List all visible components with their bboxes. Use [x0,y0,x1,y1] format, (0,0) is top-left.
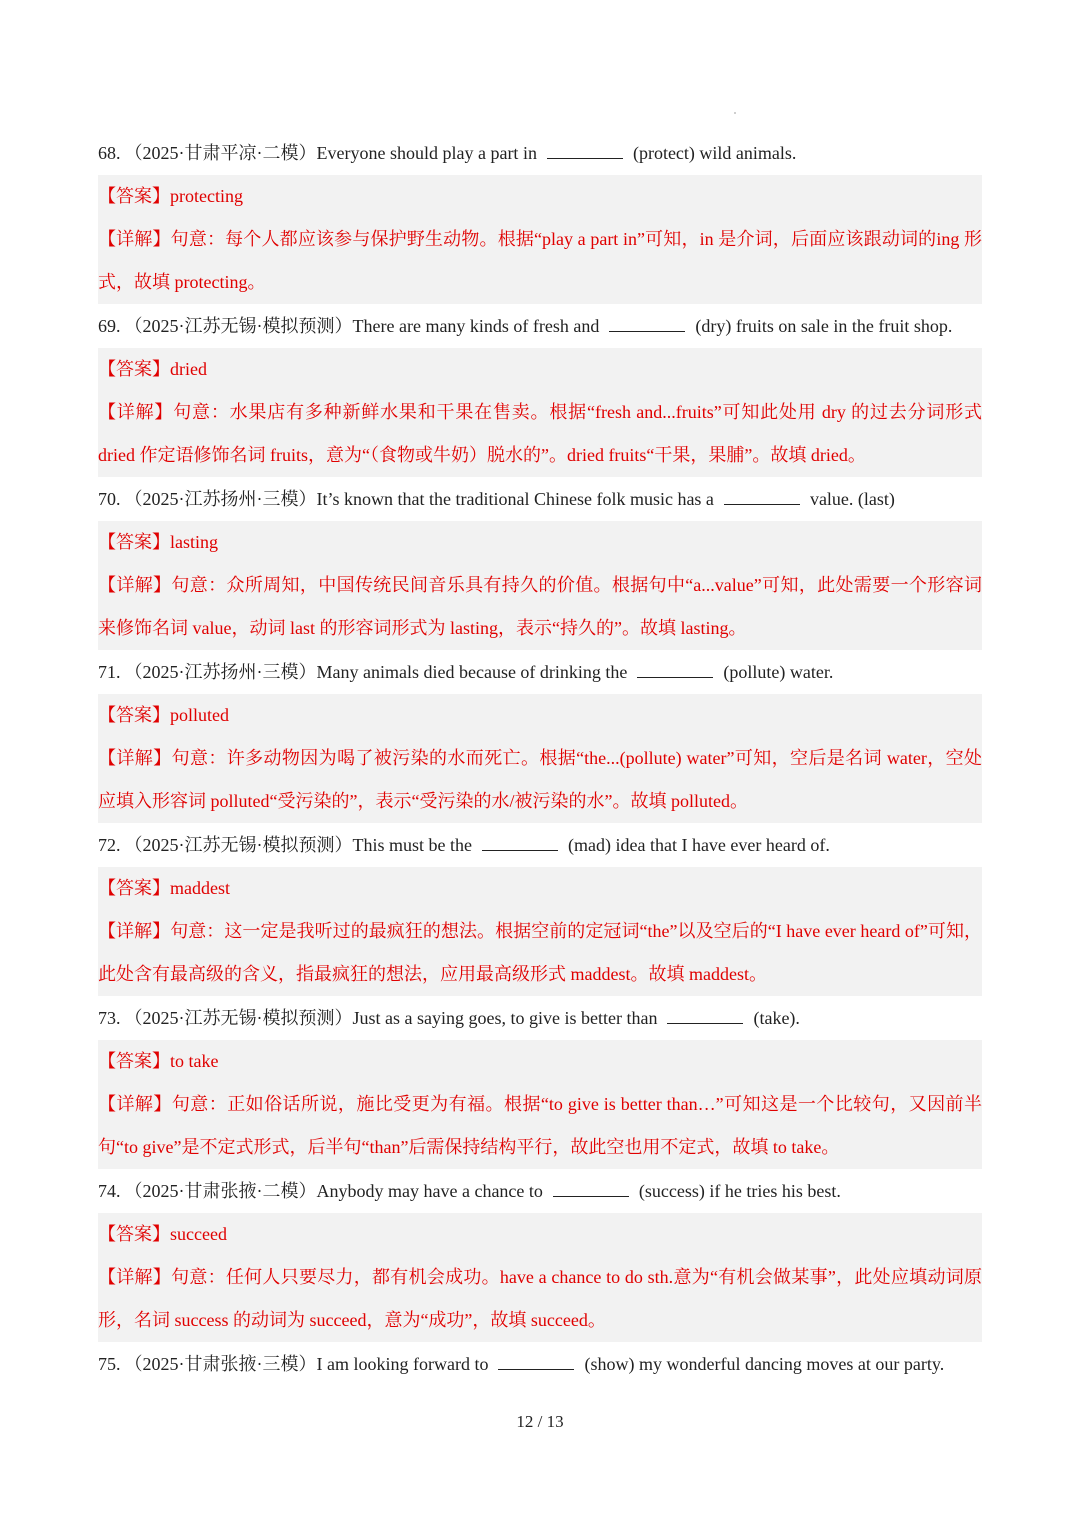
answer-tag: 【答案】 [98,878,170,898]
question-number: 72. [98,835,121,855]
answer-tag: 【答案】 [98,532,170,552]
answer-blank [553,1180,629,1197]
explanation-text: 句意：水果店有多种新鲜水果和干果在售卖。根据“fresh and...fruits”可知此处用 dry 的过去分词形式 dried 作定语修饰名词 fruits，意为“（食物或牛奶）脱水的”。dried fruits“干果，果脯”。故填 dried。 [98,402,983,465]
explanation [98,391,982,477]
page-number: 12 / 13 [516,1412,564,1431]
answer-blank [547,142,623,159]
question-73 [98,996,982,1040]
question-text-before: It’s known that the traditional Chinese folk music has a [316,489,714,509]
question-source: （2025·江苏无锡·模拟预测） [124,316,353,336]
question-68 [98,131,982,175]
explanation-text: 句意：许多动物因为喝了被污染的水而死亡。根据“the...(pollute) water”可知，空后是名词 water，空处应填入形容词 polluted“受污染的”，表示“受污染的水/被污染的水”。故填 polluted。 [98,748,982,811]
answer-tag: 【答案】 [98,186,170,206]
question-text-after: (success) if he tries his best. [638,1181,841,1201]
question-text-after: value. (last) [809,489,895,509]
answer-blank [724,488,800,505]
question-number: 68. [98,143,121,163]
question-text-before: Just as a saying goes, to give is better than [352,1008,658,1028]
answer-text: to take [170,1051,219,1071]
question-source: （2025·甘肃张掖·二模） [124,1181,317,1201]
answer-box-71 [98,694,982,823]
answer-text: maddest [170,878,230,898]
question-text-after: (pollute) water. [723,662,834,682]
answer-line [98,694,982,737]
question-69 [98,304,982,348]
answer-text: lasting [170,532,218,552]
answer-blank [667,1007,743,1024]
question-source: （2025·江苏扬州·三模） [124,489,317,509]
explanation-tag: 【详解】 [98,921,171,941]
explanation-tag: 【详解】 [98,229,171,249]
explanation [98,910,982,996]
question-72 [98,823,982,867]
question-75 [98,1342,982,1386]
question-source: （2025·甘肃平凉·二模） [124,143,317,163]
answer-box-68 [98,175,982,304]
question-list [98,131,982,1386]
answer-text: succeed [170,1224,227,1244]
question-text-after: (show) my wonderful dancing moves at our party. [584,1354,945,1374]
explanation [98,218,982,304]
question-source: （2025·江苏扬州·三模） [124,662,317,682]
explanation [98,564,982,650]
answer-line [98,175,982,218]
answer-line [98,348,982,391]
question-text-before: Everyone should play a part in [316,143,537,163]
explanation [98,1256,982,1342]
answer-line [98,1213,982,1256]
question-source: （2025·甘肃张掖·三模） [124,1354,317,1374]
explanation [98,1083,982,1169]
question-text-before: I am looking forward to [316,1354,489,1374]
explanation-tag: 【详解】 [98,575,172,595]
answer-text: protecting [170,186,243,206]
answer-blank [498,1353,574,1370]
question-74 [98,1169,982,1213]
answer-tag: 【答案】 [98,1224,170,1244]
answer-box-70 [98,521,982,650]
explanation-text: 句意：每个人都应该参与保护野生动物。根据“play a part in”可知，in 是介词，后面应该跟动词的ing 形式，故填 protecting。 [98,229,982,292]
answer-blank [609,315,685,332]
answer-text: dried [170,359,207,379]
question-number: 69. [98,316,121,336]
answer-tag: 【答案】 [98,705,170,725]
answer-tag: 【答案】 [98,359,170,379]
question-70 [98,477,982,521]
question-text-before: There are many kinds of fresh and [352,316,600,336]
answer-box-74 [98,1213,982,1342]
explanation-text: 句意：正如俗话所说，施比受更为有福。根据“to give is better than…”可知这是一个比较句，又因前半句“to give”是不定式形式，后半句“than”后需保持结构平行，故此空也用不定式，故填 to take。 [98,1094,983,1157]
question-source: （2025·江苏无锡·模拟预测） [124,1008,353,1028]
answer-line [98,521,982,564]
answer-line [98,867,982,910]
answer-text: polluted [170,705,229,725]
answer-box-73 [98,1040,982,1169]
question-71 [98,650,982,694]
question-number: 75. [98,1354,121,1374]
explanation-tag: 【详解】 [98,1267,172,1287]
explanation-text: 句意：任何人只要尽力，都有机会成功。have a chance to do sth.意为“有机会做某事”，此处应填动词原形，名词 success 的动词为 succeed，意为“成功”，故填 succeed。 [98,1267,982,1330]
answer-blank [482,834,558,851]
question-text-before: This must be the [352,835,472,855]
page-mark [734,112,736,114]
question-number: 73. [98,1008,121,1028]
explanation-tag: 【详解】 [98,1094,172,1114]
answer-tag: 【答案】 [98,1051,170,1071]
answer-box-72 [98,867,982,996]
question-text-after: (take). [753,1008,800,1028]
question-text-after: (dry) fruits on sale in the fruit shop. [695,316,953,336]
explanation [98,737,982,823]
question-number: 71. [98,662,121,682]
question-text-before: Many animals died because of drinking the [316,662,628,682]
question-text-before: Anybody may have a chance to [316,1181,543,1201]
answer-line [98,1040,982,1083]
answer-blank [637,661,713,678]
question-source: （2025·江苏无锡·模拟预测） [124,835,353,855]
explanation-tag: 【详解】 [98,748,172,768]
explanation-text: 句意：这一定是我听过的最疯狂的想法。根据空前的定冠词“the”以及空后的“I have ever heard of”可知，此处含有最高级的含义，指最疯狂的想法，应用最高级形式 maddest。故填 maddest。 [98,921,983,984]
question-text-after: (protect) wild animals. [632,143,797,163]
question-text-after: (mad) idea that I have ever heard of. [568,835,830,855]
question-number: 70. [98,489,121,509]
explanation-text: 句意：众所周知，中国传统民间音乐具有持久的价值。根据句中“a...value”可知，此处需要一个形容词来修饰名词 value，动词 last 的形容词形式为 lasting，表示“持久的”。故填 lasting。 [98,575,982,638]
explanation-tag: 【详解】 [98,402,174,422]
answer-box-69 [98,348,982,477]
question-number: 74. [98,1181,121,1201]
